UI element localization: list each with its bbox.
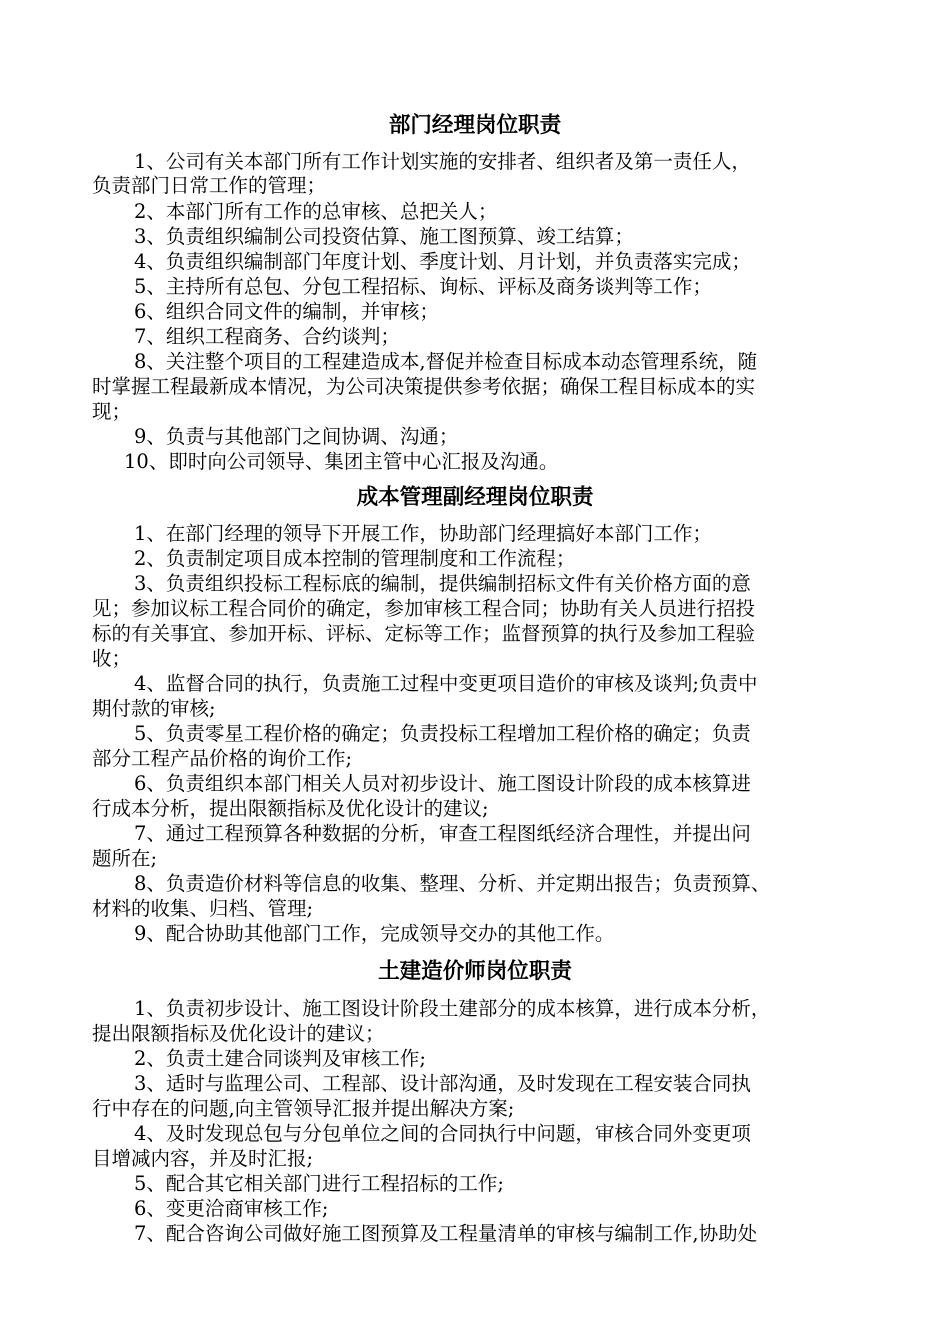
paragraph-line: 5、负责零星工程价格的确定；负责投标工程增加工程价格的确定；负责 (134, 722, 751, 745)
paragraph-line: 3、适时与监理公司、工程部、设计部沟通，及时发现在工程安装合同执 (134, 1072, 751, 1095)
section-title-department-manager: 部门经理岗位职责 (388, 113, 562, 138)
paragraph-line: 4、负责组织编制部门年度计划、季度计划、月计划，并负责落实完成； (134, 250, 751, 273)
paragraph-line: 4、监督合同的执行，负责施工过程中变更项目造价的审核及谈判;负责中 (134, 672, 758, 695)
paragraph-line: 行成本分析，提出限额指标及优化设计的建议; (92, 797, 489, 820)
paragraph-line: 行中存在的问题,向主管领导汇报并提出解决方案; (92, 1097, 515, 1120)
paragraph-line: 负责部门日常工作的管理； (92, 174, 327, 197)
paragraph-line: 时掌握工程最新成本情况，为公司决策提供参考依据；确保工程目标成本的实 (92, 375, 756, 398)
paragraph-line: 1、负责初步设计、施工图设计阶段土建部分的成本核算，进行成本分析， (134, 997, 771, 1020)
paragraph-line: 收； (92, 647, 132, 670)
paragraph-line: 8、负责造价材料等信息的收集、整理、分析、并定期出报告；负责预算、 (134, 872, 771, 895)
paragraph-line: 见；参加议标工程合同价的确定，参加审核工程合同；协助有关人员进行招投 (92, 597, 756, 620)
paragraph-line: 8、关注整个项目的工程建造成本,督促并检查目标成本动态管理系统，随 (134, 350, 758, 373)
paragraph-line: 材料的收集、归档、管理; (92, 897, 314, 920)
paragraph-line: 3、负责组织编制公司投资估算、施工图预算、竣工结算； (134, 225, 634, 248)
paragraph-line: 6、负责组织本部门相关人员对初步设计、施工图设计阶段的成本核算进 (134, 772, 751, 795)
paragraph-line: 6、组织合同文件的编制，并审核； (134, 300, 439, 323)
paragraph-line: 5、主持所有总包、分包工程招标、询标、评标及商务谈判等工作； (134, 275, 712, 298)
paragraph-line: 2、本部门所有工作的总审核、总把关人； (134, 200, 498, 223)
paragraph-line: 10、即时向公司领导、集团主管中心汇报及沟通。 (124, 450, 559, 473)
section-title-civil-cost-engineer: 土建造价师岗位职责 (378, 959, 572, 984)
paragraph-line: 题所在; (92, 847, 158, 870)
paragraph-line: 标的有关事宜、参加开标、评标、定标等工作；监督预算的执行及参加工程验 (92, 622, 756, 645)
paragraph-line: 4、及时发现总包与分包单位之间的合同执行中问题，审核合同外变更项 (134, 1122, 751, 1145)
paragraph-line: 3、负责组织投标工程标底的编制，提供编制招标文件有关价格方面的意 (134, 572, 751, 595)
paragraph-line: 部分工程产品价格的询价工作; (92, 747, 353, 770)
paragraph-line: 7、组织工程商务、合约谈判； (134, 325, 400, 348)
paragraph-line: 2、负责土建合同谈判及审核工作; (134, 1047, 426, 1070)
paragraph-line: 7、通过工程预算各种数据的分析，审查工程图纸经济合理性，并提出问 (134, 822, 751, 845)
paragraph-line: 9、配合协助其他部门工作，完成领导交办的其他工作。 (134, 922, 615, 945)
paragraph-line: 1、在部门经理的领导下开展工作，协助部门经理搞好本部门工作； (134, 522, 712, 545)
paragraph-line: 期付款的审核; (92, 697, 216, 720)
paragraph-line: 提出限额指标及优化设计的建议； (92, 1022, 385, 1045)
paragraph-line: 现； (92, 400, 132, 423)
paragraph-line: 6、变更洽商审核工作; (134, 1197, 329, 1220)
paragraph-line: 9、负责与其他部门之间协调、沟通； (134, 425, 459, 448)
paragraph-line: 1、公司有关本部门所有工作计划实施的安排者、组织者及第一责任人， (134, 150, 751, 173)
paragraph-line: 2、负责制定项目成本控制的管理制度和工作流程； (134, 547, 576, 570)
paragraph-line: 5、配合其它相关部门进行工程招标的工作; (134, 1172, 504, 1195)
section-title-cost-deputy-manager: 成本管理副经理岗位职责 (356, 485, 594, 510)
paragraph-line: 7、配合咨询公司做好施工图预算及工程量清单的审核与编制工作,协助处 (134, 1222, 758, 1245)
paragraph-line: 目增减内容，并及时汇报; (92, 1147, 314, 1170)
